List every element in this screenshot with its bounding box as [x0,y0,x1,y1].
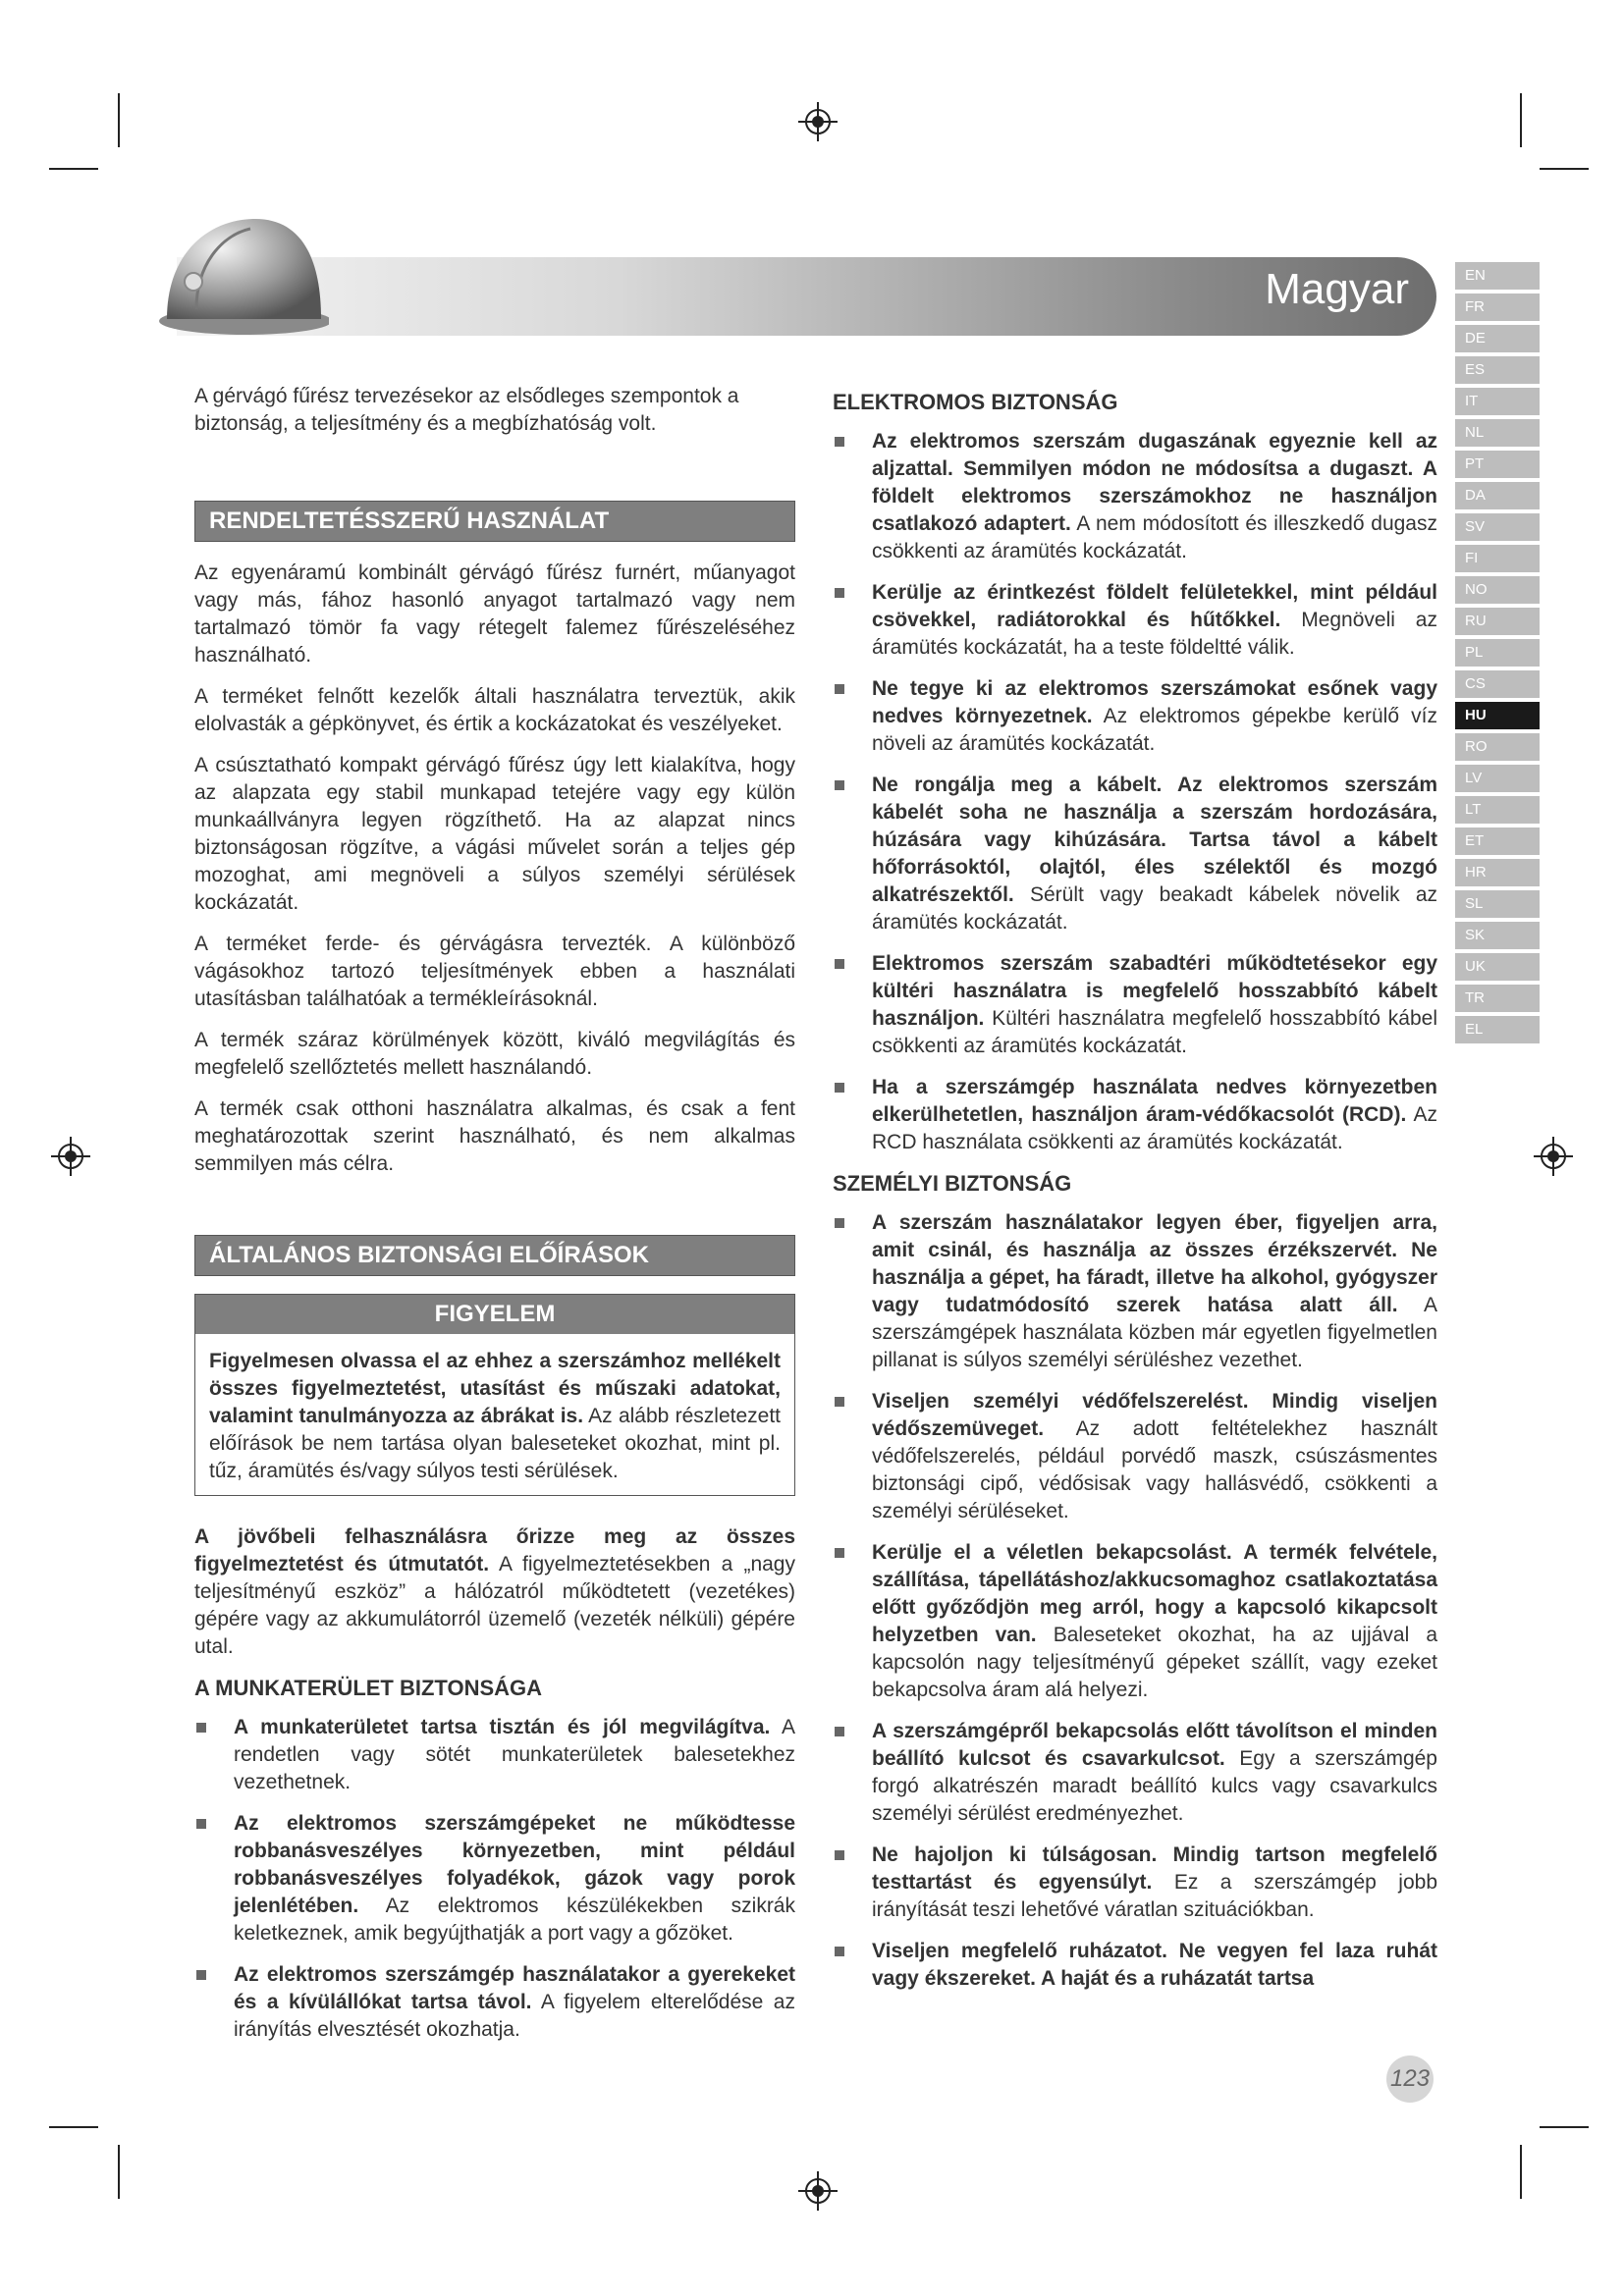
crop-mark [1520,2145,1522,2199]
crop-mark [49,2126,98,2128]
language-tab-lv[interactable]: LV [1455,765,1540,792]
language-tab-es[interactable]: ES [1455,356,1540,384]
language-tab-cs[interactable]: CS [1455,670,1540,698]
header-bar [177,257,1436,336]
language-tab-en[interactable]: EN [1455,262,1540,290]
paragraph: A terméket ferde- és gérvágásra tervezték. A különböző vágásokhoz tartozó teljesítmények ebben a használati utasításban találhatóak a termékleírásoknál. [194,933,795,1010]
paragraph: Az egyenáramú kombinált gérvágó fűrész furnért, műanyagot vagy más, fához hasonló anyagot tartalmazó vagy nem tartalmazó tömör fa vagy rétegelt falemez fűrészeléséhez használható. [194,561,795,667]
language-tab-pt[interactable]: PT [1455,451,1540,478]
list-item: Viseljen személyi védőfelszerelést. Mindig viseljen védőszemüveget. Az adott feltételekhez használt védőfelszerelés, például porvédő maszk, csúszásmentes biztonsági cipő, védősisak vagy hallásvédő, csökkenti a személyi sérüléseket. [833,1388,1437,1525]
language-tab-el[interactable]: EL [1455,1016,1540,1043]
language-tab-ro[interactable]: RO [1455,733,1540,761]
list-item: Az elektromos szerszámgép használatakor a gyerekeket és a kívülállókat tartsa távol. A figyelem elterelődése az irányítás elvesztését okozhatja. [194,1961,795,2044]
language-tab-da[interactable]: DA [1455,482,1540,509]
language-tab-ru[interactable]: RU [1455,608,1540,635]
list-item: Elektromos szerszám szabadtéri működtetésekor egy kültéri használatra is megfelelő hosszabbító kábelt használjon. Kültéri használatra megfelelő hosszabbító kábel csökkenti az áramütés kockázatát. [833,950,1437,1060]
registration-mark-icon [798,102,838,141]
paragraph: A termék csak otthoni használatra alkalmas, és csak a fent meghatározottak szerint használható, és nem alkalmas semmilyen más célra. [194,1097,795,1175]
crop-mark [118,2145,120,2199]
warning-text: Figyelmesen olvassa el az ehhez a szerszámhoz mellékelt összes figyelmeztetést, utasítást és műszaki adatokat, valamint tanulmányozza az ábrákat is. Az alább részletezett előírások be nem tartása olyan baleseteket okozhat, mint pl. tűz, áramütés és/vagy súlyos testi sérülések. [209,1350,781,1482]
subsection-title-electrical: ELEKTROMOS BIZTONSÁG [833,390,1118,414]
language-tab-it[interactable]: IT [1455,388,1540,415]
list-item: Ne hajoljon ki túlságosan. Mindig tartson megfelelő testtartást és egyensúlyt. Ez a szerszámgép jobb irányítását teszi lehetővé váratlan szituációkban. [833,1842,1437,1924]
list-item: Az elektromos szerszámgépeket ne működtesse robbanásveszélyes környezetben, mint például robbanásveszélyes folyadékok, gázok vagy porok jelenlétében. Az elektromos készülékekben szikrák keletkeznek, amik begyújthatják a port vagy a gőzöket. [194,1810,795,1948]
electrical-safety-list [833,428,1437,1156]
paragraph: A terméket felnőtt kezelők általi használatra terveztük, akik elolvasták a gépkönyvet, és értik a kockázatokat és veszélyeket. [194,685,795,735]
helmet-icon [152,211,329,339]
keep-instructions-paragraph: A jövőbeli felhasználásra őrizze meg az összes figyelmeztetést és útmutatót. A figyelmeztetésekben a „nagy teljesítményű eszköz” a hálózatról működtetett (vezetékes) gépére vagy az akkumulátorról üzemelő (vezeték nélküli) gépére utal. [194,1525,795,1658]
crop-mark [1520,93,1522,147]
subsection-title-work-area: A MUNKATERÜLET BIZTONSÁGA [194,1676,543,1700]
section-title-intended-use: RENDELTETÉSSZERŰ HASZNÁLAT [194,501,795,542]
paragraph: A csúsztatható kompakt gérvágó fűrész úgy lett kialakítva, hogy az alapzata egy stabil munkapad tetejére vagy egy külön munkaállványra legyen rögzíthető. Ha az alapzat nincs biztonságosan rögzítve, a vágási művelet során a teljes gép mozoghat, ami megnöveli a súlyos személyi sérülések kockázatát. [194,754,795,914]
intro-paragraph: A gérvágó fűrész tervezésekor az elsődleges szempontok a biztonság, a teljesítmény és a megbízhatóság volt. [194,385,739,435]
registration-mark-icon [1534,1137,1573,1176]
paragraph: A termék száraz körülmények között, kiváló megvilágítás és megfelelő szellőztetés mellett használandó. [194,1029,795,1079]
list-item: Viseljen megfelelő ruházatot. Ne vegyen fel laza ruhát vagy ékszereket. A haját és a ruházatát tartsa [833,1938,1437,1993]
language-tab-sl[interactable]: SL [1455,890,1540,918]
registration-mark-icon [798,2171,838,2211]
warning-title: FIGYELEM [195,1295,794,1334]
language-tab-hr[interactable]: HR [1455,859,1540,886]
language-tab-uk[interactable]: UK [1455,953,1540,981]
subsection-title-personal: SZEMÉLYI BIZTONSÁG [833,1171,1072,1196]
crop-mark [118,93,120,147]
language-tab-list [1455,262,1540,1047]
list-item: A szerszám használatakor legyen éber, figyeljen arra, amit csinál, és használja az összes érzékszervét. Ne használja a gépet, ha fáradt, illetve ha alkohol, gyógyszer vagy tudatmódosító szerek hatása alatt áll. A szerszámgépek használata közben már egyetlen figyelmetlen pillanat is súlyos személyi sérüléshez vezethet. [833,1209,1437,1374]
list-item: A munkaterületet tartsa tisztán és jól megvilágítva. A rendetlen vagy sötét munkaterületek balesetekhez vezethetnek. [194,1714,795,1796]
language-tab-fi[interactable]: FI [1455,545,1540,572]
language-tab-no[interactable]: NO [1455,576,1540,604]
page-number: 123 [1386,2056,1434,2103]
language-tab-hu[interactable]: HU [1455,702,1540,729]
registration-mark-icon [51,1137,90,1176]
language-tab-tr[interactable]: TR [1455,985,1540,1012]
language-tab-pl[interactable]: PL [1455,639,1540,667]
language-tab-fr[interactable]: FR [1455,294,1540,321]
warning-box [194,1294,795,1496]
crop-mark [1540,168,1589,170]
language-tab-sk[interactable]: SK [1455,922,1540,949]
list-item: Ne rongálja meg a kábelt. Az elektromos szerszám kábelét soha ne használja a szerszám hordozására, húzására vagy kihúzására. Tartsa távol a kábelt hőforrásoktól, olajtól, éles szélektől és mozgó alkatrészektől. Sérült vagy beakadt kábelek növelik az áramütés kockázatát. [833,772,1437,936]
right-column [833,383,1437,2006]
language-tab-nl[interactable]: NL [1455,419,1540,447]
crop-mark [1540,2126,1589,2128]
work-area-list [194,1714,795,2044]
left-column [194,383,795,2057]
page-language-title: Magyar [1265,265,1409,313]
language-tab-lt[interactable]: LT [1455,796,1540,824]
crop-mark [49,168,98,170]
list-item: Ha a szerszámgép használata nedves környezetben elkerülhetetlen, használjon áram-védőkacsolót (RCD). Az RCD használata csökkenti az áramütés kockázatát. [833,1074,1437,1156]
language-tab-de[interactable]: DE [1455,325,1540,352]
personal-safety-list [833,1209,1437,1993]
list-item: A szerszámgépről bekapcsolás előtt távolítson el minden beállító kulcsot és csavarkulcsot. Egy a szerszámgép forgó alkatrészén maradt beállító kulcs vagy csavarkulcs személyi sérülést eredményezhet. [833,1718,1437,1828]
list-item: Kerülje az érintkezést földelt felületekkel, mint például csövekkel, radiátorokkal és hűtőkkel. Megnöveli az áramütés kockázatát, ha a teste földeltté válik. [833,579,1437,662]
list-item: Ne tegye ki az elektromos szerszámokat esőnek vagy nedves környezetnek. Az elektromos gépekbe kerülő víz növeli az áramütés kockázatát. [833,675,1437,758]
language-tab-sv[interactable]: SV [1455,513,1540,541]
language-tab-et[interactable]: ET [1455,828,1540,855]
section-title-general-safety: ÁLTALÁNOS BIZTONSÁGI ELŐÍRÁSOK [194,1235,795,1276]
list-item: Kerülje el a véletlen bekapcsolást. A termék felvétele, szállítása, tápellátáshoz/akkucsomaghoz csatlakoztatása előtt győződjön meg arról, hogy a kapcsoló kikapcsolt helyzetben van. Baleseteket okozhat, ha az ujjával a kapcsolón nagy teljesítményű gépeket szállít, vagy ezeket bekapcsolva áram alá helyezi. [833,1539,1437,1704]
list-item: Az elektromos szerszám dugaszának egyeznie kell az aljzattal. Semmilyen módon ne módosítsa a dugaszt. A földelt elektromos szerszámokhoz ne használjon csatlakozó adaptert. A nem módosított és illeszkedő dugasz csökkenti az áramütés kockázatát. [833,428,1437,565]
